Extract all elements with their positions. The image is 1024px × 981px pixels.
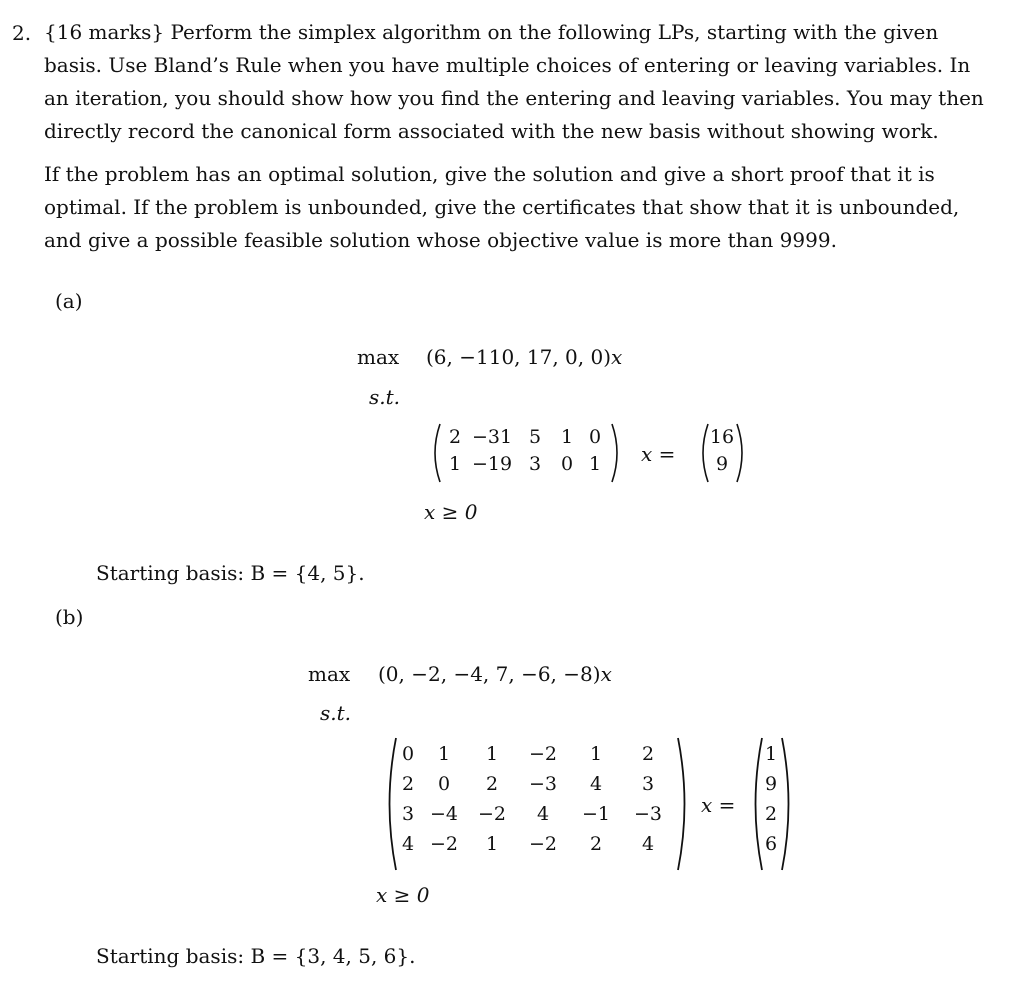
instructions-line: If the problem has an optimal solution, give the solution and give a short proof that it is [44, 162, 935, 186]
part-b-basis: Starting basis: B = {3, 4, 5, 6}. [96, 944, 416, 968]
part-a-objective-var: x [611, 345, 623, 369]
part-b-matrix [396, 739, 674, 859]
matrix-cell: 2 [448, 426, 462, 448]
part-a-matrix-left-paren [428, 422, 442, 484]
matrix-cell: 2 [589, 833, 603, 855]
matrix-cell: 0 [588, 426, 602, 448]
part-b-rhs [760, 739, 782, 859]
matrix-cell: 3 [528, 453, 542, 475]
matrix-cell: 1 [589, 743, 603, 765]
matrix-cell: 2 [641, 743, 655, 765]
matrix-cell: −2 [477, 803, 506, 825]
rhs-cell: 9 [764, 773, 778, 795]
rhs-cell: 1 [764, 743, 778, 765]
part-b-rhs-row [760, 829, 782, 859]
part-b-nonneg: x ≥ 0 [376, 883, 430, 907]
matrix-cell: 2 [485, 773, 499, 795]
matrix-cell: −2 [528, 833, 557, 855]
matrix-cell: −31 [471, 426, 513, 448]
matrix-cell: −2 [429, 833, 458, 855]
matrix-cell: 4 [401, 833, 415, 855]
intro-line: basis. Use Bland’s Rule when you have multiple choices of entering or leaving variables. In [44, 53, 971, 77]
matrix-cell: −2 [528, 743, 557, 765]
matrix-cell: 1 [485, 833, 499, 855]
matrix-cell: 3 [401, 803, 415, 825]
part-b-x-equals: x = [701, 793, 736, 817]
instructions-line: and give a possible feasible solution whose objective value is more than 9999. [44, 228, 837, 252]
matrix-cell: 0 [437, 773, 451, 795]
matrix-cell: −19 [471, 453, 513, 475]
matrix-cell: 4 [536, 803, 550, 825]
intro-line: directly record the canonical form associated with the new basis without showing work. [44, 119, 939, 143]
matrix-cell: 1 [588, 453, 602, 475]
instructions-paragraph [44, 158, 1010, 257]
matrix-cell: 0 [560, 453, 574, 475]
part-b-objective-var: x [600, 662, 612, 686]
part-b-objective-vector: (0, −2, −4, 7, −6, −8) [378, 662, 601, 686]
part-b-matrix-row [396, 769, 674, 799]
part-b-matrix-right-paren [676, 736, 692, 872]
matrix-cell: 1 [437, 743, 451, 765]
part-a-rhs [708, 424, 736, 478]
part-b-rhs-right-paren [780, 736, 796, 872]
part-b-objective [378, 661, 612, 687]
part-a-x-equals: x = [641, 442, 676, 466]
part-a-st: s.t. [369, 385, 401, 409]
part-b-st: s.t. [320, 701, 352, 725]
part-b-rhs-row [760, 799, 782, 829]
part-a-matrix-row [444, 424, 608, 451]
matrix-cell: 4 [641, 833, 655, 855]
part-b-max: max [308, 662, 351, 686]
matrix-cell: 1 [560, 426, 574, 448]
matrix-cell: 1 [485, 743, 499, 765]
part-a-matrix [444, 424, 608, 478]
part-a-matrix-right-paren [610, 422, 624, 484]
matrix-cell: 4 [589, 773, 603, 795]
part-a-objective [426, 344, 622, 370]
matrix-cell: −4 [429, 803, 458, 825]
intro-line: {16 marks} Perform the simplex algorithm on the following LPs, starting with the given [44, 20, 939, 44]
part-a-label: (a) [55, 289, 83, 313]
part-b-matrix-row [396, 799, 674, 829]
rhs-cell: 16 [709, 426, 735, 448]
matrix-cell: −1 [581, 803, 610, 825]
part-a-rhs-row [708, 451, 736, 478]
part-b-matrix-row [396, 829, 674, 859]
matrix-cell: −3 [633, 803, 662, 825]
matrix-cell: 2 [401, 773, 415, 795]
part-a-matrix-row [444, 451, 608, 478]
rhs-cell: 2 [764, 803, 778, 825]
part-a-nonneg: x ≥ 0 [424, 500, 478, 524]
intro-paragraph [44, 16, 1010, 148]
instructions-line: optimal. If the problem is unbounded, give the certificates that show that it is unbounded, [44, 195, 960, 219]
part-a-rhs-row [708, 424, 736, 451]
rhs-cell: 9 [715, 453, 729, 475]
part-b-rhs-row [760, 769, 782, 799]
matrix-cell: 3 [641, 773, 655, 795]
part-b-matrix-row [396, 739, 674, 769]
part-a-basis: Starting basis: B = {4, 5}. [96, 561, 365, 585]
intro-line: an iteration, you should show how you find the entering and leaving variables. You may then [44, 86, 984, 110]
part-a-rhs-right-paren [735, 422, 749, 484]
matrix-cell: 0 [401, 743, 415, 765]
matrix-cell: 1 [448, 453, 462, 475]
problem-number: 2. [12, 21, 32, 45]
part-a-objective-vector: (6, −110, 17, 0, 0) [426, 345, 612, 369]
matrix-cell: −3 [528, 773, 557, 795]
matrix-cell: 5 [528, 426, 542, 448]
part-b-rhs-row [760, 739, 782, 769]
rhs-cell: 6 [764, 833, 778, 855]
part-b-label: (b) [55, 605, 84, 629]
part-a-max: max [357, 345, 400, 369]
